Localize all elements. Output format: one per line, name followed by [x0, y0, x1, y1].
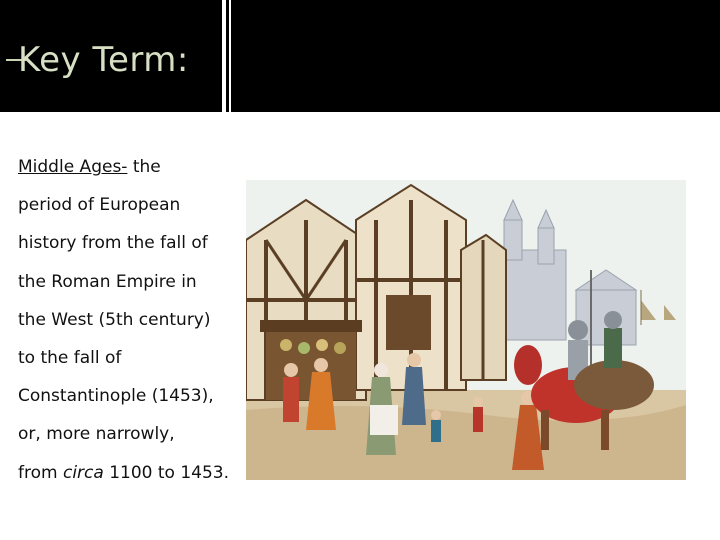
definition-text — [18, 148, 243, 492]
definition-line-2: period of European — [18, 195, 181, 216]
definition-line-1 — [18, 148, 243, 186]
header-divider-thin — [229, 0, 231, 112]
definition-line-8: or, more narrowly, — [18, 424, 175, 445]
slide-title: Key Term: — [18, 40, 189, 80]
definition-line-7: Constantinople (1453), — [18, 386, 214, 407]
medieval-town-illustration — [246, 180, 686, 480]
definition-line-5: the West (5th century) — [18, 309, 211, 330]
last-line-prefix: from — [18, 462, 63, 483]
last-line-suffix: 1100 to 1453. — [103, 462, 230, 483]
definition-line-9 — [18, 454, 243, 492]
term-suffix: the — [127, 157, 161, 177]
definition-line-6: to the fall of — [18, 348, 122, 369]
definition-line-4: the Roman Empire in — [18, 271, 197, 292]
key-term: Middle Ages- — [18, 157, 128, 177]
circa-italic: circa — [62, 462, 104, 483]
definition-line-3: history from the fall of — [18, 233, 208, 254]
header-divider — [222, 0, 226, 112]
